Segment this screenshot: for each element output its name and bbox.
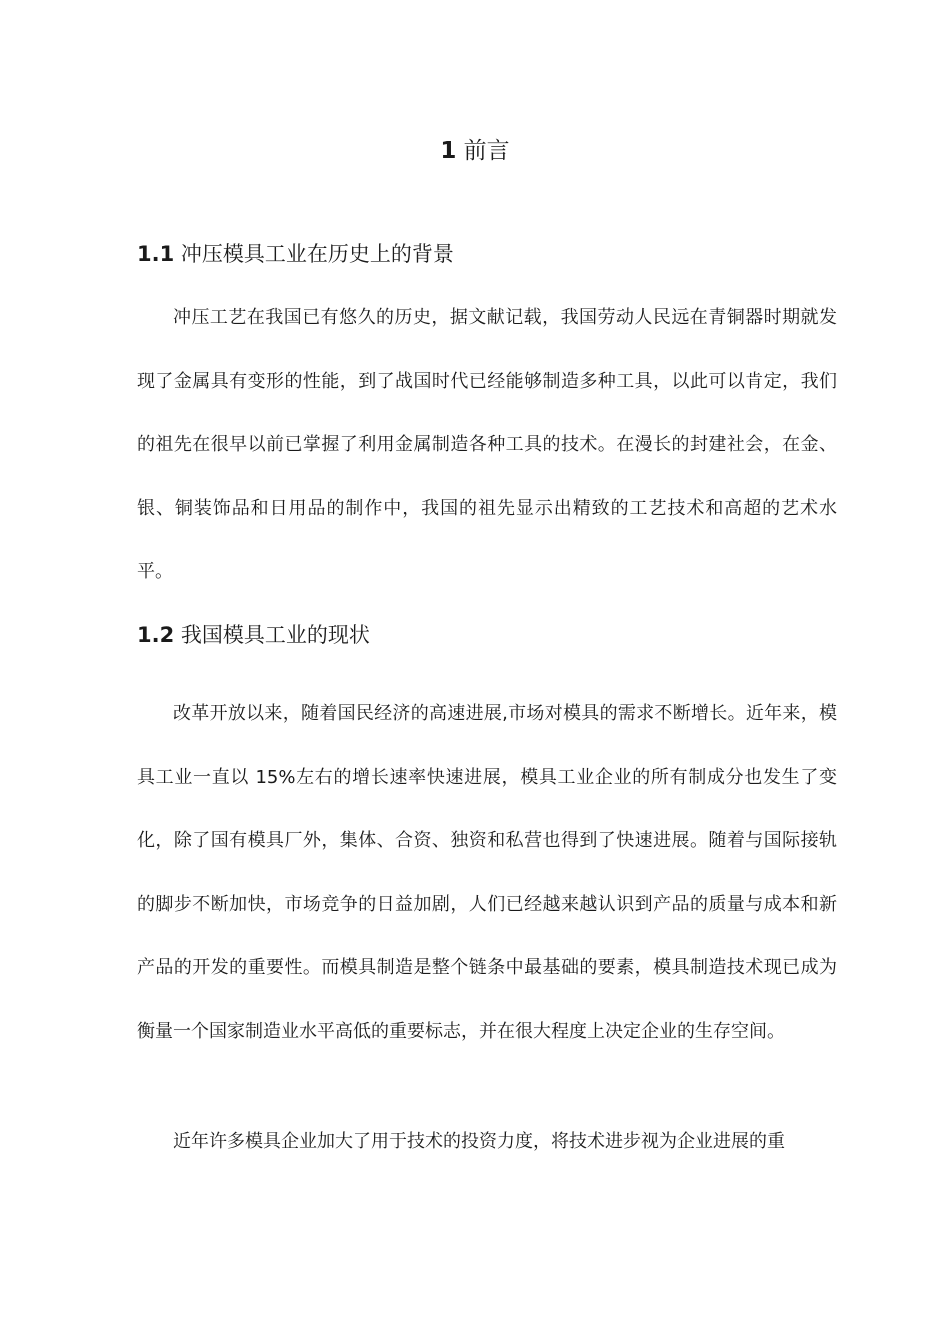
section-heading-1-1 <box>137 239 454 269</box>
paragraph-investment: 近年许多模具企业加大了用于技术的投资力度，将技术进步视为企业进展的重 <box>173 1131 785 1152</box>
section-number: 1.2 <box>137 623 175 647</box>
paragraph-current-status: 改革开放以来，随着国民经济的高速进展,市场对模具的需求不断增长。近年来，模具工业一直以 15%左右的增长速率快速进展，模具工业企业的所有制成分也发生了变化，除了国有模具厂外，集体、合资、独资和私营也得到了快速进展。随着与国际接轨的脚步不断加快，市场竞争的日益加剧，人们已经越来越认识到产品的质量与成本和新产品的开发的重要性。而模具制造是整个链条中最基础的要素，模具制造技术现已成为衡量一个国家制造业水平高低的重要标志，并在很大程度上决定企业的生存空间。 <box>137 703 837 1042</box>
section-number: 1.1 <box>137 242 175 266</box>
paragraph-history: 冲压工艺在我国已有悠久的历史，据文献记载，我国劳动人民远在青铜器时期就发现了金属具有变形的性能，到了战国时代已经能够制造多种工具，以此可以肯定，我们的祖先在很早以前已掌握了利用金属制造各种工具的技术。在漫长的封建社会，在金、银、铜装饰品和日用品的制作中，我国的祖先显示出精致的工艺技术和高超的艺术水平。 <box>137 307 837 582</box>
section-title: 我国模具工业的现状 <box>180 623 370 647</box>
chapter-title-text: 前言 <box>463 138 510 164</box>
section-heading-1-2 <box>137 620 370 650</box>
chapter-title <box>0 134 950 168</box>
section-title: 冲压模具工业在历史上的背景 <box>180 242 454 266</box>
chapter-number: 1 <box>440 138 457 164</box>
